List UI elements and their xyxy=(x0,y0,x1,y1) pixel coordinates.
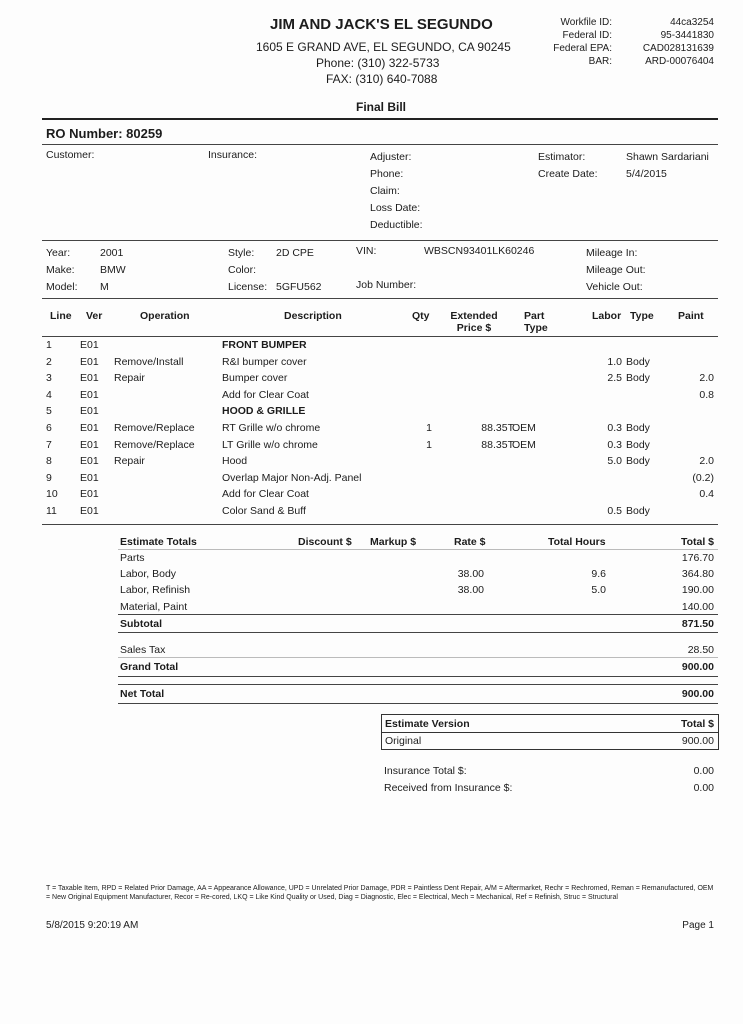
id-labels xyxy=(540,16,612,68)
insurance-total-label: Insurance Total $: xyxy=(384,765,467,777)
id-value: CAD028131639 xyxy=(642,43,714,54)
col-total: Total $ xyxy=(680,536,714,548)
col-qty: Qty xyxy=(412,310,430,322)
received-value: 0.00 xyxy=(693,782,714,794)
divider xyxy=(118,549,718,550)
totals-label: Parts xyxy=(120,552,145,564)
cell-line: 4 xyxy=(46,388,52,401)
cell-description: Overlap Major Non-Adj. Panel xyxy=(222,471,362,484)
cell-type: Body xyxy=(626,372,650,385)
mileage-labels xyxy=(586,245,646,296)
cell-qty: 1 xyxy=(426,422,432,434)
cell-ver: E01 xyxy=(80,339,99,351)
phone-label: Phone: xyxy=(370,168,404,180)
cell-ver: E01 xyxy=(80,422,99,434)
style-labels xyxy=(228,245,267,296)
divider xyxy=(42,298,718,299)
cell-ver: E01 xyxy=(80,405,99,418)
color-label: Color: xyxy=(228,264,257,276)
totals-total: 176.70 xyxy=(681,552,714,564)
id-label: BAR: xyxy=(588,56,612,67)
estimator-value: Shawn Sardariani xyxy=(626,151,709,163)
cell-type: Body xyxy=(626,455,650,468)
col-ver: Ver xyxy=(86,310,103,322)
col-description: Description xyxy=(284,310,342,322)
table-row xyxy=(42,372,718,388)
cell-operation: Repair xyxy=(114,455,145,468)
estimator-label: Estimator: xyxy=(538,151,586,163)
cell-labor: 2.5 xyxy=(607,372,622,385)
cell-ver: E01 xyxy=(80,355,99,368)
divider xyxy=(42,118,718,120)
page-number: Page 1 xyxy=(682,920,714,931)
cell-operation: Remove/Replace xyxy=(114,422,195,434)
cell-ver: E01 xyxy=(80,471,99,484)
cell-price: 88.35T xyxy=(481,438,514,451)
id-values xyxy=(620,16,714,68)
col-discount: Discount $ xyxy=(298,536,352,548)
loss-date-label: Loss Date: xyxy=(370,202,421,214)
cell-price: 88.35T xyxy=(481,422,514,434)
version-value: 900.00 xyxy=(681,735,714,747)
customer-label: Customer: xyxy=(46,149,95,161)
claim-labels xyxy=(370,149,423,234)
divider xyxy=(118,632,718,633)
model-value: M xyxy=(100,281,109,293)
table-row xyxy=(42,356,718,372)
estimator-labels xyxy=(538,149,598,183)
cell-part-type: OEM xyxy=(512,438,536,451)
id-label: Workfile ID: xyxy=(560,17,612,28)
cell-description: Hood xyxy=(222,455,248,468)
cell-operation: Remove/Install xyxy=(114,355,184,368)
cell-labor: 0.3 xyxy=(607,438,622,451)
id-value: 44ca3254 xyxy=(670,17,714,28)
vehicle-out-label: Vehicle Out: xyxy=(586,281,643,293)
style-value: 2D CPE xyxy=(276,247,314,259)
col-extended-price xyxy=(448,310,500,334)
cell-ver: E01 xyxy=(80,388,99,401)
insurance-total-value: 0.00 xyxy=(693,765,714,777)
cell-paint: 0.8 xyxy=(699,388,714,401)
style-label: Style: xyxy=(228,247,255,259)
cell-paint: 2.0 xyxy=(699,455,714,468)
year-value: 2001 xyxy=(100,247,124,259)
divider xyxy=(382,732,718,733)
cell-line: 6 xyxy=(46,422,52,434)
id-value: ARD-00076404 xyxy=(645,56,714,67)
cell-paint: (0.2) xyxy=(692,471,714,484)
cell-labor: 5.0 xyxy=(607,455,622,468)
cell-operation: Remove/Replace xyxy=(114,438,195,451)
table-row xyxy=(42,488,718,504)
table-row xyxy=(42,472,718,488)
cell-ver: E01 xyxy=(80,505,99,517)
cell-labor: 0.5 xyxy=(607,505,622,517)
cell-line: 10 xyxy=(46,488,58,501)
table-row xyxy=(42,455,718,471)
divider xyxy=(118,676,718,677)
totals-label: Labor, Body xyxy=(120,568,177,581)
divider xyxy=(42,336,718,337)
cell-description: Color Sand & Buff xyxy=(222,505,306,517)
col-line: Line xyxy=(50,310,72,322)
estimator-values xyxy=(626,149,709,183)
cell-line: 11 xyxy=(46,505,57,517)
net-total-label: Net Total xyxy=(120,688,165,700)
footnote: T = Taxable Item, RPD = Related Prior Damage, AA = Appearance Allowance, UPD = Unrelated Prior Damage, PDR = Paintless Dent Repair, A/M = Aftermarket, Rechr = Rechromed, Reman = Remanufactured, OEM = New Original Equipment Manufacturer, Recor = Re-cored, LKQ = Like Kind Quality or Used, Diag = Diagnostic, Elec = Electrical, Mech = Mechanical, Ref = Refinish, Struc = Structural xyxy=(46,885,714,901)
totals-label: Labor, Refinish xyxy=(120,584,191,597)
cell-description: RT Grille w/o chrome xyxy=(222,422,321,434)
claim-label: Claim: xyxy=(370,185,400,197)
deductible-label: Deductible: xyxy=(370,219,423,231)
totals-total: 190.00 xyxy=(681,584,714,597)
divider xyxy=(118,703,718,704)
col-type: Type xyxy=(630,310,654,322)
id-value: 95-3441830 xyxy=(660,30,714,41)
cell-ver: E01 xyxy=(80,438,99,451)
table-row xyxy=(42,405,718,421)
shop-name: JIM AND JACK'S EL SEGUNDO xyxy=(270,16,493,33)
totals-rate: 38.00 xyxy=(457,568,484,581)
id-label: Federal ID: xyxy=(562,30,612,41)
sales-tax-label: Sales Tax xyxy=(120,644,166,656)
cell-ver: E01 xyxy=(80,488,99,501)
vin-label: VIN: xyxy=(356,245,377,257)
table-row xyxy=(42,422,718,438)
cell-operation: Repair xyxy=(114,372,145,385)
subtotal-value: 871.50 xyxy=(681,618,714,630)
col-markup: Markup $ xyxy=(370,536,417,548)
col-operation: Operation xyxy=(140,310,190,322)
mileage-out-label: Mileage Out: xyxy=(586,264,646,276)
cell-part-type: OEM xyxy=(512,422,536,434)
insurance-label: Insurance: xyxy=(208,149,258,161)
style-values xyxy=(276,245,322,296)
table-row xyxy=(42,505,718,521)
divider xyxy=(118,684,718,685)
totals-title: Estimate Totals xyxy=(120,536,197,548)
divider xyxy=(118,614,718,615)
col-extended-line1: Extended xyxy=(450,310,498,322)
vin-value: WBSCN93401LK60246 xyxy=(424,245,535,257)
job-number-label: Job Number: xyxy=(356,279,417,291)
received-label: Received from Insurance $: xyxy=(384,782,513,794)
cell-line: 5 xyxy=(46,405,52,418)
cell-paint: 2.0 xyxy=(699,372,714,385)
version-name: Original xyxy=(385,735,422,747)
cell-type: Body xyxy=(626,355,650,368)
subtotal-label: Subtotal xyxy=(120,618,162,630)
cell-labor: 1.0 xyxy=(607,355,622,368)
col-rate: Rate $ xyxy=(454,536,486,548)
create-date-label: Create Date: xyxy=(538,168,598,180)
cell-description: FRONT BUMPER xyxy=(222,339,307,351)
grand-total-label: Grand Total xyxy=(120,661,179,673)
sales-tax-value: 28.50 xyxy=(687,644,714,656)
color-value xyxy=(276,262,322,279)
col-labor: Labor xyxy=(592,310,622,322)
table-row xyxy=(42,389,718,405)
create-date-value: 5/4/2015 xyxy=(626,168,667,180)
net-total-value: 900.00 xyxy=(681,688,714,700)
cell-description: R&I bumper cover xyxy=(222,355,307,368)
totals-total: 140.00 xyxy=(681,600,714,613)
divider xyxy=(42,144,718,145)
col-part-line1: Part xyxy=(524,310,545,322)
cell-description: Add for Clear Coat xyxy=(222,488,309,501)
cell-qty: 1 xyxy=(426,438,432,451)
totals-hours: 5.0 xyxy=(591,584,606,597)
year-label: Year: xyxy=(46,247,71,259)
divider xyxy=(42,240,718,241)
cell-line: 3 xyxy=(46,372,52,385)
cell-line: 2 xyxy=(46,355,52,368)
divider xyxy=(42,524,718,525)
cell-labor: 0.3 xyxy=(607,422,622,434)
divider xyxy=(118,657,718,658)
totals-hours: 9.6 xyxy=(591,568,606,581)
cell-type: Body xyxy=(626,422,650,434)
cell-paint: 0.4 xyxy=(699,488,714,501)
model-label: Model: xyxy=(46,281,78,293)
col-total-hours: Total Hours xyxy=(548,536,606,548)
vehicle-labels xyxy=(46,245,78,296)
cell-description: Add for Clear Coat xyxy=(222,388,309,401)
col-part-line2: Type xyxy=(524,322,548,334)
table-row xyxy=(42,439,718,455)
shop-address: 1605 E GRAND AVE, EL SEGUNDO, CA 90245 xyxy=(256,40,511,54)
grand-total-value: 900.00 xyxy=(681,661,714,673)
cell-type: Body xyxy=(626,438,650,451)
cell-description: LT Grille w/o chrome xyxy=(222,438,318,451)
cell-line: 8 xyxy=(46,455,52,468)
print-timestamp: 5/8/2015 9:20:19 AM xyxy=(46,920,139,931)
cell-ver: E01 xyxy=(80,372,99,385)
version-total-header: Total $ xyxy=(680,718,714,730)
col-paint: Paint xyxy=(678,310,704,322)
cell-type: Body xyxy=(626,505,650,517)
cell-ver: E01 xyxy=(80,455,99,468)
cell-line: 7 xyxy=(46,438,52,451)
cell-description: HOOD & GRILLE xyxy=(222,405,306,418)
make-label: Make: xyxy=(46,264,75,276)
ro-number: RO Number: 80259 xyxy=(46,126,163,141)
license-label: License: xyxy=(228,281,268,293)
license-value: 5GFU562 xyxy=(276,281,322,293)
cell-line: 9 xyxy=(46,471,52,484)
document-title: Final Bill xyxy=(356,100,407,114)
totals-label: Material, Paint xyxy=(120,600,188,613)
shop-fax: FAX: (310) 640-7088 xyxy=(326,72,438,86)
totals-rate: 38.00 xyxy=(457,584,484,597)
adjuster-label: Adjuster: xyxy=(370,151,412,163)
cell-line: 1 xyxy=(46,339,52,351)
version-header: Estimate Version xyxy=(385,718,470,730)
estimate-version-box xyxy=(381,714,719,750)
make-value: BMW xyxy=(100,264,126,276)
col-extended-line2: Price $ xyxy=(456,322,492,334)
id-label: Federal EPA: xyxy=(553,43,612,54)
mileage-in-label: Mileage In: xyxy=(586,247,638,259)
table-row xyxy=(42,339,718,355)
shop-phone: Phone: (310) 322-5733 xyxy=(316,56,440,70)
col-part-type xyxy=(524,310,548,334)
vehicle-values xyxy=(100,245,126,296)
cell-description: Bumper cover xyxy=(222,372,288,385)
totals-total: 364.80 xyxy=(681,568,714,581)
